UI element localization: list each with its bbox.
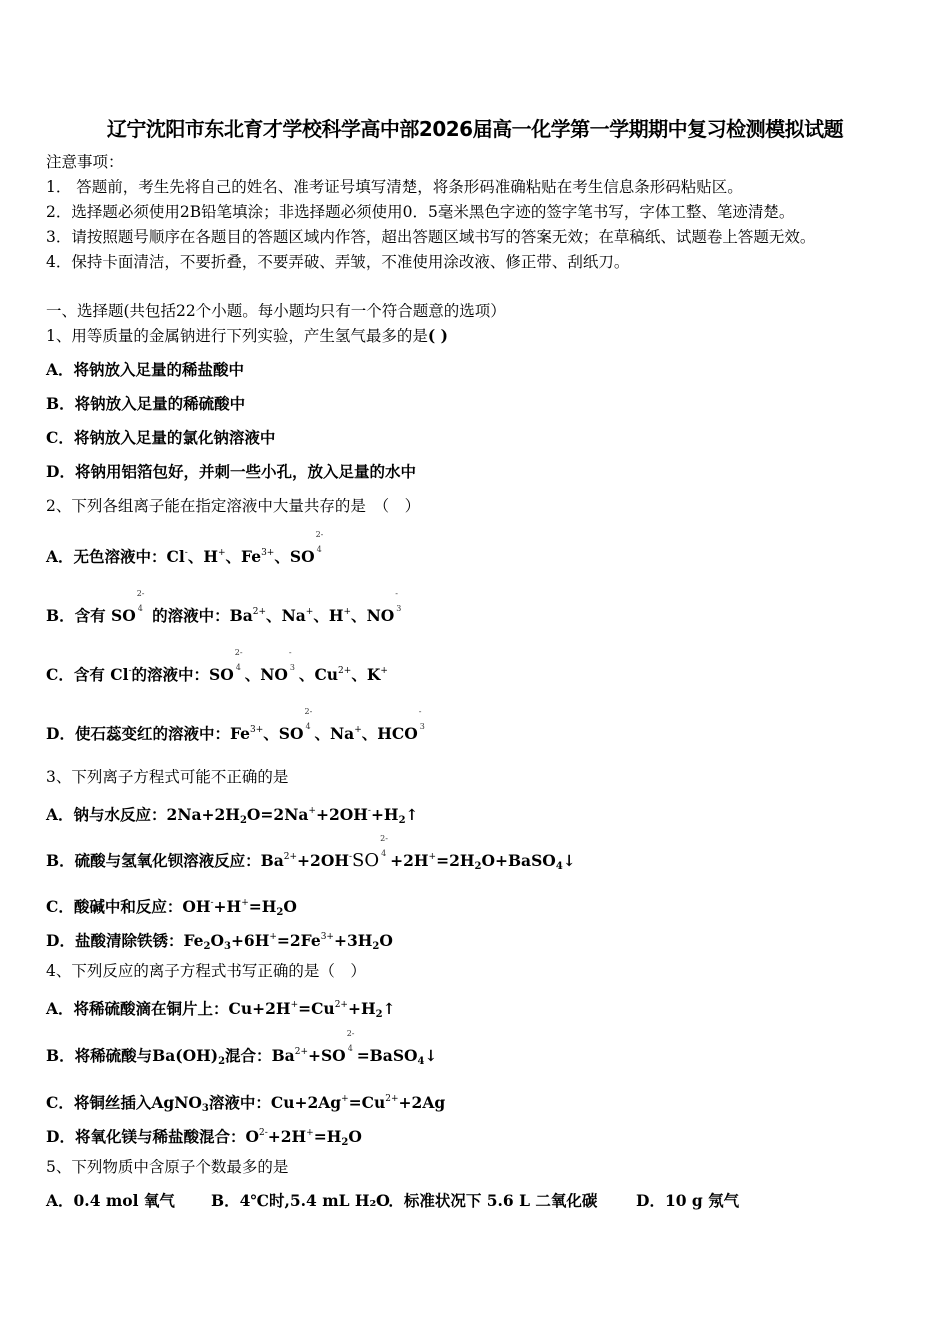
question-3-stem: 3、下列离子方程式可能不正确的是 (46, 768, 289, 786)
question-2-stem: 2、下列各组离子能在指定溶液中大量共存的是 （ ） (46, 497, 421, 515)
question-3-option-b: B．硫酸与氢氧化钡溶液反应：$Ba^{2+}+2OH^-SO$ 2- 4 $+2H^+=2H_2O+BaSO_4↓$ (46, 834, 576, 872)
question-1-stem: 1、用等质量的金属钠进行下列实验，产生氢气最多的是( ) (46, 326, 448, 345)
notice-item: 1． 答题前，考生先将自己的姓名、准考证号填写清楚，将条形码准确粘贴在考生信息条形码粘贴区。 (46, 178, 743, 196)
question-1-option-c: C．将钠放入足量的氯化钠溶液中 (46, 428, 276, 447)
question-4-stem: 4、下列反应的离子方程式书写正确的是（ ） (46, 962, 366, 980)
question-5-option-c: C．标准状况下 5.6 L 二氧化碳 (376, 1191, 598, 1210)
section-heading: 一、选择题(共包括22个小题。每小题均只有一个符合题意的选项） (46, 302, 506, 320)
question-4-option-b: B．将稀硫酸与$Ba(OH)_2$混合：$Ba^{2+}+SO$ 2- 4 =BaSO$_4$↓ (46, 1029, 438, 1067)
question-2-option-b: B．含有 SO 2- 4 的溶液中：$Ba^{2+}$、Na+、H+、NO - 3 (46, 589, 402, 625)
question-1-option-a: A．将钠放入足量的稀盐酸中 (46, 360, 245, 379)
question-2-option-c: C．含有 Cl-的溶液中：SO 2- 4 、NO - 3 、$Cu^{2+}$、K+ (46, 648, 388, 684)
question-3-option-d: D．盐酸清除铁锈：$Fe_2O_3+6H^+=2Fe^{3+}+3H_2O$ (46, 931, 393, 952)
question-1-option-d: D．将钠用铝箔包好，并刺一些小孔，放入足量的水中 (46, 462, 416, 481)
question-4-option-c: C．将铜丝插入AgNO$_3$溶液中：$Cu+2Ag^+=Cu^{2+}+2Ag$ (46, 1093, 446, 1114)
question-5-option-d: D．10 g 氖气 (636, 1191, 740, 1210)
question-5-option-a: A．0.4 mol 氧气 (46, 1191, 175, 1210)
question-5-options (46, 1191, 739, 1211)
question-3-option-c: C．酸碱中和反应：$OH^-+H^+=H_2O$ (46, 897, 297, 918)
question-2-option-d: D．使石蕊变红的溶液中：$Fe^{3+}$、SO 2- 4 、Na+、HCO - 3 (46, 707, 425, 743)
page-title: 辽宁沈阳市东北育才学校科学高中部2026届高一化学第一学期期中复习检测模拟试题 (106, 117, 844, 141)
question-2-option-a: A．无色溶液中：Cl-、H+、$Fe^{3+}$、SO 2- 4 (46, 530, 324, 566)
question-1-option-b: B．将钠放入足量的稀硫酸中 (46, 394, 246, 413)
notice-item: 3．请按照题号顺序在各题目的答题区域内作答，超出答题区域书写的答案无效；在草稿纸、试题卷上答题无效。 (46, 228, 816, 246)
question-5-option-b: B．4℃时,5.4 mL H₂O (211, 1191, 390, 1210)
question-4-option-d: D．将氧化镁与稀盐酸混合：$O^{2-}+2H^+=H_2O$ (46, 1127, 362, 1148)
question-5-stem: 5、下列物质中含原子个数最多的是 (46, 1158, 289, 1176)
notice-item: 2．选择题必须使用2B铅笔填涂；非选择题必须使用0．5毫米黑色字迹的签字笔书写，字体工整、笔迹清楚。 (46, 203, 795, 221)
question-3-option-a: A．钠与水反应：$2Na+2H_2O=2Na^++2OH^-+H_2↑$ (46, 805, 419, 826)
notice-heading: 注意事项： (46, 153, 124, 171)
notice-item: 4．保持卡面清洁，不要折叠，不要弄破、弄皱，不准使用涂改液、修正带、刮纸刀。 (46, 253, 630, 271)
question-4-option-a: A．将稀硫酸滴在铜片上：$Cu+2H^+=Cu^{2+}+H_2↑$ (46, 999, 396, 1020)
